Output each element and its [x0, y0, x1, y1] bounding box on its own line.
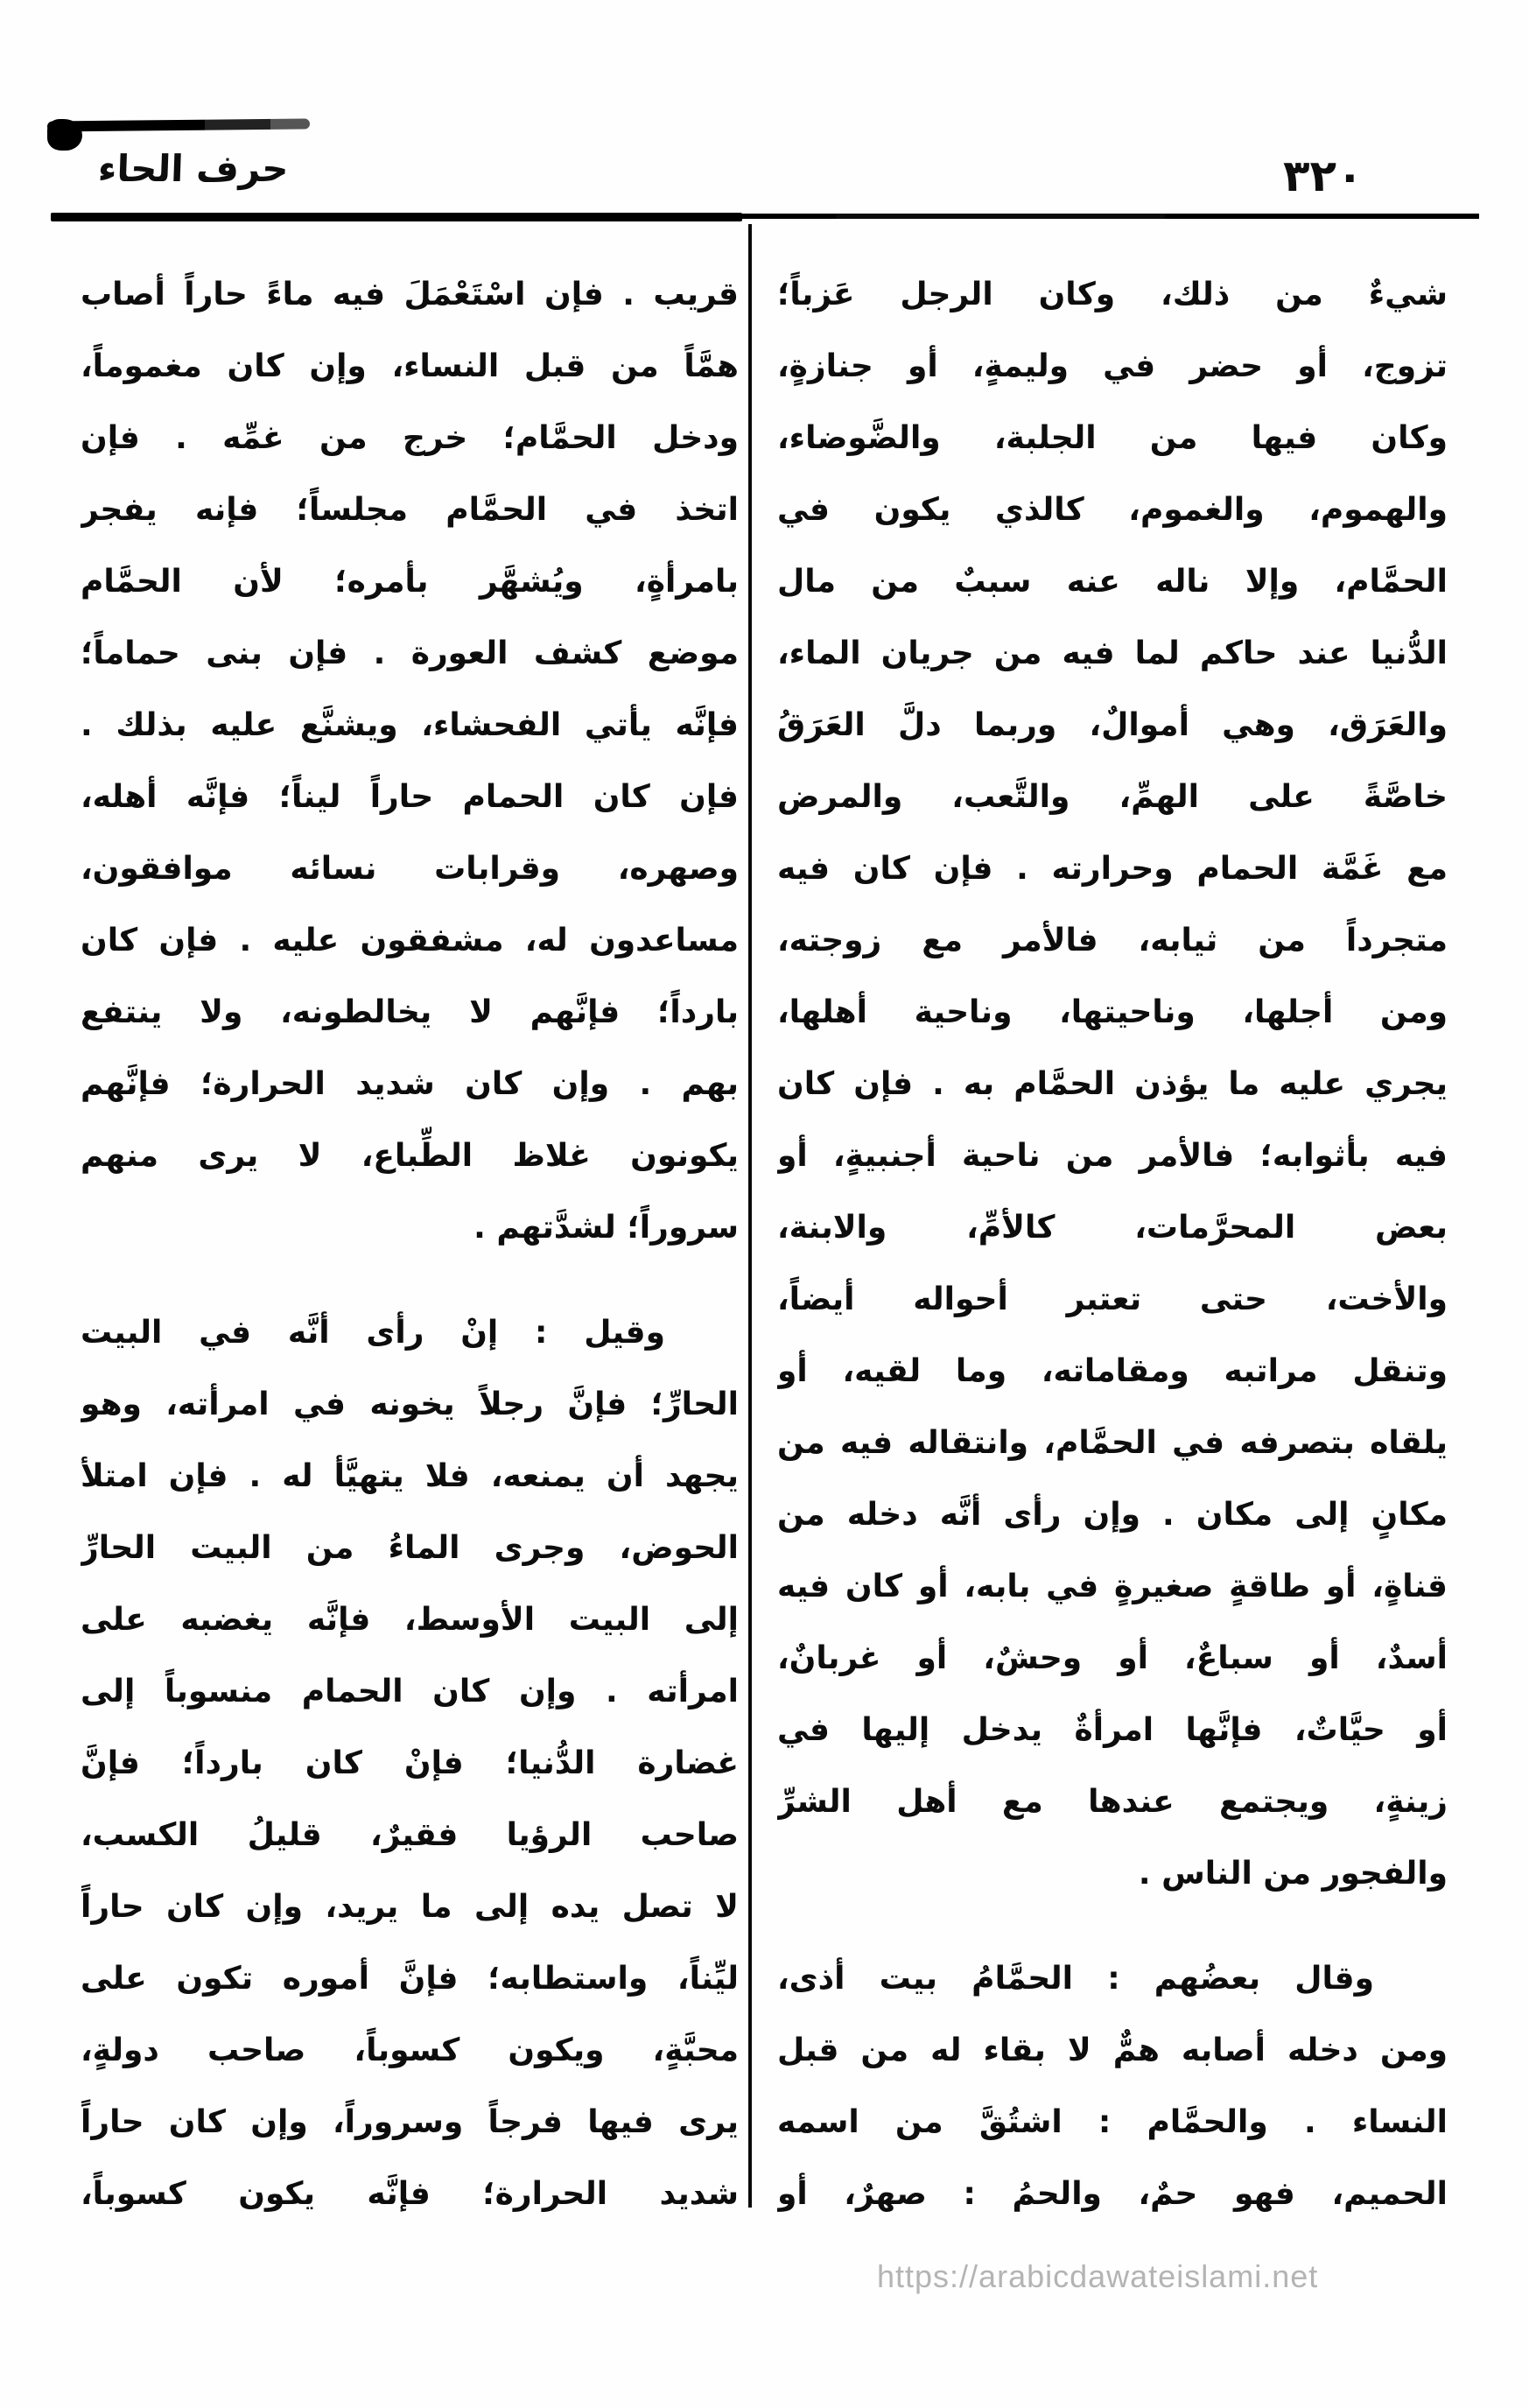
text-line: موضع كشف العورة . فإن بنى حماماً؛ — [81, 635, 739, 671]
text-line: يجهد أن يمنعه، فلا يتهيَّأ له . فإن امتلأ — [81, 1458, 739, 1494]
scan-artifact-streak — [47, 118, 310, 131]
text-line: ودخل الحمَّام؛ خرج من غمِّه . فإن — [81, 420, 739, 456]
paragraph — [777, 1943, 1448, 2230]
column-divider — [748, 224, 752, 2208]
text-line: ليِّناً، واستطابه؛ فإنَّ أموره تكون على — [81, 1961, 739, 1997]
text-line: والعَرَق، وهي أموالٌ، وربما دلَّ العَرَقُ — [777, 707, 1448, 743]
text-line: والفجور من الناس . — [1138, 1856, 1448, 1892]
text-line: مكانٍ إلى مكان . وإن رأى أنَّه دخله من — [777, 1497, 1448, 1533]
paragraph — [81, 259, 739, 1264]
text-line: والهموم، والغموم، كالذي يكون في — [777, 492, 1448, 528]
text-line: ومن أجلها، وناحيتها، وناحية أهلها، — [777, 994, 1448, 1030]
watermark-url: https://arabicdawateislami.net — [877, 2258, 1319, 2294]
text-line: أسدٌ، أو سباعٌ، أو وحشٌ، أو غربانٌ، — [777, 1640, 1448, 1676]
text-line: مع غَمَّة الحمام وحرارته . فإن كان فيه — [777, 851, 1448, 887]
page-number: ٣٢٠ — [1283, 151, 1364, 201]
text-line: سروراً؛ لشدَّتهم . — [473, 1210, 739, 1246]
text-line: محبَّةٍ، ويكون كسوباً، صاحب دولةٍ، — [81, 2032, 739, 2068]
text-line: شيءٌ من ذلك، وكان الرجل عَزباً؛ — [777, 277, 1448, 312]
text-line: بهم . وإن كان شديد الحرارة؛ فإنَّهم — [81, 1066, 739, 1102]
text-line: همَّاً من قبل النساء، وإن كان مغموماً، — [81, 348, 739, 384]
text-line: وقيل : إنْ رأى أنَّه في البيت — [81, 1315, 665, 1351]
text-line: بعض المحرَّمات، كالأمِّ، والابنة، — [777, 1210, 1448, 1246]
paragraph — [777, 259, 1448, 1910]
text-line: الحارِّ؛ فإنَّ رجلاً يخونه في امرأته، وهو — [81, 1387, 739, 1422]
text-line: متجرداً من ثيابه، فالأمر مع زوجته، — [777, 923, 1448, 958]
text-line: إلى البيت الأوسط، فإنَّه يغضبه على — [81, 1602, 739, 1638]
text-line: وقال بعضُهم : الحمَّامُ بيت أذى، — [777, 1961, 1374, 1997]
text-line: خاصَّةً على الهمِّ، والتَّعب، والمرض — [777, 779, 1448, 815]
text-line: الدُّنيا عند حاكم لما فيه من جريان الماء، — [777, 635, 1448, 671]
text-line: اتخذ في الحمَّام مجلساً؛ فإنه يفجر — [81, 492, 739, 528]
text-line: تزوج، أو حضر في وليمةٍ، أو جنازةٍ، — [777, 348, 1448, 384]
text-line: يلقاه بتصرفه في الحمَّام، وانتقاله فيه من — [777, 1425, 1448, 1461]
text-line: فإن كان الحمام حاراً ليناً؛ فإنَّه أهله، — [81, 779, 739, 815]
scan-artifact-blob — [47, 119, 82, 151]
header-rule — [51, 214, 1479, 219]
text-line: لا تصل يده إلى ما يريد، وإن كان حاراً — [81, 1889, 739, 1925]
column-right — [777, 259, 1448, 2230]
text-line: فيه بأثوابه؛ فالأمر من ناحية أجنبيةٍ، أو — [777, 1138, 1448, 1174]
text-line: امرأته . وإن كان الحمام منسوباً إلى — [81, 1674, 739, 1709]
text-line: الحوض، وجرى الماءُ من البيت الحارِّ — [81, 1530, 739, 1566]
text-line: بامرأةٍ، ويُشهَّر بأمره؛ لأن الحمَّام — [81, 564, 739, 600]
text-line: يكونون غلاظ الطِّباع، لا يرى منهم — [81, 1138, 739, 1174]
text-line: زينةٍ، ويجتمع عندها مع أهل الشرِّ — [777, 1784, 1448, 1820]
text-line: ومن دخله أصابه همٌّ لا بقاء له من قبل — [777, 2032, 1448, 2068]
text-line: شديد الحرارة؛ فإنَّه يكون كسوباً، — [81, 2176, 739, 2212]
text-line: يرى فيها فرجاً وسروراً، وإن كان حاراً — [81, 2104, 739, 2140]
text-line: مساعدون له، مشفقون عليه . فإن كان — [81, 923, 739, 958]
text-line: بارداً؛ فإنَّهم لا يخالطونه، ولا ينتفع — [81, 994, 739, 1030]
paragraph — [81, 1297, 739, 2230]
text-line: يجري عليه ما يؤذن الحمَّام به . فإن كان — [777, 1066, 1448, 1102]
text-line: أو حيَّاتٌ، فإنَّها امرأةٌ يدخل إليها في — [777, 1712, 1448, 1748]
text-line: قناةٍ، أو طاقةٍ صغيرةٍ في بابه، أو كان فيه — [777, 1569, 1448, 1604]
text-line: قريب . فإن اسْتَعْمَلَ فيه ماءً حاراً أصاب — [81, 277, 739, 312]
chapter-header: حرف الحاء — [97, 147, 290, 190]
text-line: غضارة الدُّنيا؛ فإنْ كان بارداً؛ فإنَّ — [81, 1745, 739, 1781]
text-line: والأخت، حتى تعتبر أحواله أيضاً، — [777, 1281, 1448, 1317]
text-line: وتنقل مراتبه ومقاماته، وما لقيه، أو — [777, 1353, 1448, 1389]
text-line: وصهره، وقرابات نسائه موافقون، — [81, 851, 739, 887]
text-line: صاحب الرؤيا فقيرٌ، قليلُ الكسب، — [81, 1817, 739, 1853]
text-line: وكان فيها من الجلبة، والضَّوضاء، — [777, 420, 1448, 456]
text-line: الحميم، فهو حمٌ، والحمُ : صهرٌ، أو — [777, 2176, 1448, 2212]
text-line: النساء . والحمَّام : اشتُقَّ من اسمه — [777, 2104, 1448, 2140]
text-line: فإنَّه يأتي الفحشاء، ويشنَّع عليه بذلك . — [81, 707, 739, 743]
column-left — [81, 259, 739, 2230]
text-line: الحمَّام، وإلا ناله عنه سببٌ من مال — [777, 564, 1448, 600]
